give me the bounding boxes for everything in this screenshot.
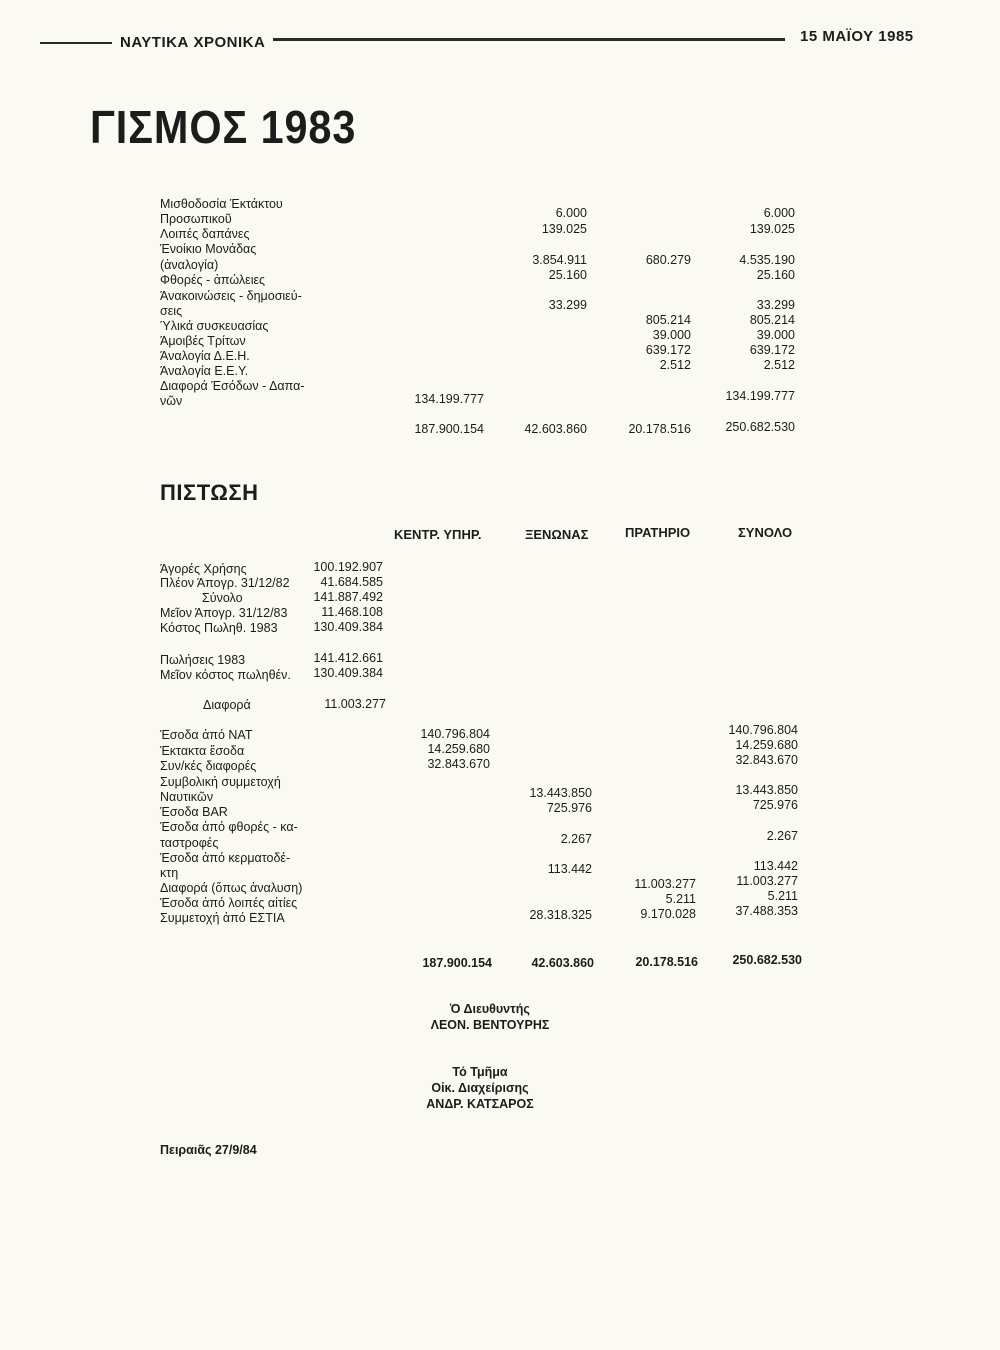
credit-syn-value: 37.488.353 [735, 904, 798, 918]
credit-label: Έσοδα BAR [160, 805, 228, 819]
credit-kentr-value: 14.259.680 [427, 742, 490, 756]
debit-prat-value: 805.214 [645, 313, 691, 327]
credit-label: Ναυτικῶν [160, 790, 214, 804]
credit-label: ταστροφές [160, 836, 219, 850]
credit-label: Διαφορά (ὅπως ἀναλυση) [160, 881, 303, 895]
debit-syn-value: 6.000 [763, 206, 795, 220]
credit-label: Έσοδα ἀπό φθορές - κα- [160, 820, 298, 834]
debit-syn-value: 139.025 [749, 222, 795, 236]
place-date: Πειραιᾶς 27/9/84 [160, 1143, 257, 1157]
credit-total-kentr: 187.900.154 [422, 956, 492, 970]
credit-kentr-value: 140.796.804 [420, 727, 490, 741]
credit-label: Συμβολική συμμετοχή [160, 775, 281, 789]
calc-value: 41.684.585 [320, 575, 383, 589]
calc-label: Διαφορά [203, 698, 251, 712]
debit-total-kentr: 187.900.154 [414, 422, 484, 436]
debit-label: Άμοιβές Τρίτων [160, 334, 246, 348]
page-title: ΓΙΣΜΟΣ 1983 [90, 101, 357, 153]
signature-director [390, 1001, 590, 1033]
credit-prat-value: 5.211 [665, 892, 696, 906]
debit-label: Προσωπικοῦ [160, 212, 232, 226]
debit-label: Ύλικά συσκευασίας [160, 319, 269, 333]
credit-label: Έσοδα ἀπό κερματοδέ- [160, 851, 291, 865]
calc-label: Σύνολο [202, 591, 243, 605]
calc-label: Πλέον Άπογρ. 31/12/82 [160, 576, 290, 590]
debit-xen-value: 33.299 [548, 298, 587, 312]
newspaper-name: ΝΑΥΤΙΚΑ ΧΡΟΝΙΚΑ [120, 34, 266, 51]
debit-syn-value: 805.214 [749, 313, 795, 327]
director-name: ΛΕΟΝ. ΒΕΝΤΟΥΡΗΣ [430, 1018, 550, 1032]
debit-prat-value: 680.279 [645, 253, 691, 267]
department-line-2: Οἰκ. Διαχείρισης [431, 1081, 529, 1095]
column-header-prat: ΠΡΑΤΗΡΙΟ [625, 525, 691, 540]
credit-xen-value: 2.267 [560, 832, 592, 846]
credit-syn-value: 11.003.277 [736, 874, 798, 888]
credit-syn-value: 14.259.680 [735, 738, 798, 752]
calc-value: 100.192.907 [313, 560, 383, 574]
credit-syn-value: 32.843.670 [735, 753, 798, 767]
debit-label: νῶν [160, 394, 183, 408]
debit-kentr-value: 134.199.777 [414, 392, 484, 406]
credit-syn-value: 725.976 [752, 798, 798, 812]
debit-syn-value: 134.199.777 [725, 389, 795, 403]
debit-prat-value: 639.172 [645, 343, 691, 357]
credit-label: Έσοδα ἀπό ΝΑΤ [160, 728, 253, 742]
credit-label: Έσοδα ἀπό λοιπές αἰτίες [160, 896, 298, 910]
calc-value: 130.409.384 [313, 666, 383, 680]
debit-prat-value: 39.000 [652, 328, 691, 342]
credit-section-title: ΠΙΣΤΩΣΗ [160, 480, 259, 505]
calc-value: 11.468.108 [321, 605, 383, 619]
credit-syn-value: 113.442 [753, 859, 798, 873]
debit-syn-value: 39.000 [756, 328, 795, 342]
debit-syn-value: 2.512 [763, 358, 795, 372]
credit-label: Συμμετοχή ἀπό ΕΣΤΙΑ [160, 911, 285, 925]
debit-prat-value: 2.512 [659, 358, 691, 372]
credit-label: Έκτακτα ἔσοδα [160, 744, 245, 758]
credit-xen-value: 725.976 [546, 801, 592, 815]
credit-prat-value: 11.003.277 [634, 877, 696, 891]
calc-value: 130.409.384 [313, 620, 383, 634]
issue-date: 15 ΜΑΪΟΥ 1985 [800, 28, 914, 45]
director-title: Ὁ Διευθυντής [450, 1002, 530, 1016]
debit-label: (ἀναλογία) [160, 258, 219, 272]
debit-total-syn: 250.682.530 [725, 420, 795, 434]
department-name: ΑΝΔΡ. ΚΑΤΣΑΡΟΣ [426, 1097, 534, 1111]
credit-label: κτη [160, 866, 179, 880]
calc-label: Πωλήσεις 1983 [160, 653, 246, 667]
calc-label: Κόστος Πωληθ. 1983 [160, 621, 278, 635]
credit-total-xen: 42.603.860 [531, 956, 594, 970]
debit-label: Άναλογία Ε.Ε.Υ. [160, 364, 249, 378]
debit-label: Άνακοινώσεις - δημοσιεύ- [160, 289, 302, 303]
credit-syn-value: 2.267 [766, 829, 798, 843]
header-rule-left [40, 42, 112, 44]
column-header-xen: ΞΕΝΩΝΑΣ [525, 527, 589, 542]
debit-syn-value: 4.535.190 [739, 253, 795, 267]
department-line-1: Τό Τμῆμα [452, 1065, 508, 1079]
calc-value: 141.412.661 [313, 651, 383, 665]
debit-xen-value: 3.854.911 [532, 253, 587, 267]
column-header-kentr: ΚΕΝΤΡ. ΥΠΗΡ. [394, 527, 482, 542]
debit-label: Άναλογία Δ.Ε.Η. [160, 349, 250, 363]
credit-kentr-value: 32.843.670 [427, 757, 490, 771]
credit-total-syn: 250.682.530 [732, 953, 802, 967]
debit-syn-value: 25.160 [756, 268, 795, 282]
header-rule-right [273, 38, 785, 41]
column-header-syn: ΣΥΝΟΛΟ [738, 525, 793, 540]
credit-xen-value: 13.443.850 [529, 786, 592, 800]
debit-syn-value: 639.172 [749, 343, 795, 357]
calc-value: 141.887.492 [313, 590, 383, 604]
debit-syn-value: 33.299 [756, 298, 795, 312]
debit-label: Λοιπές δαπάνες [160, 227, 250, 241]
debit-xen-value: 139.025 [541, 222, 587, 236]
credit-prat-value: 9.170.028 [640, 907, 696, 921]
credit-total-prat: 20.178.516 [635, 955, 698, 969]
debit-total-prat: 20.178.516 [628, 422, 691, 436]
debit-label: σεις [160, 304, 183, 318]
calc-label: Μεῖον κόστος πωληθέν. [160, 668, 291, 682]
calc-label: Άγορές Χρήσης [160, 562, 247, 576]
credit-xen-value: 113.442 [547, 862, 592, 876]
debit-label: Μισθοδοσία Έκτάκτου [160, 197, 283, 211]
debit-label: Φθορές - ἀπώλειες [160, 273, 266, 287]
calc-label: Μεῖον Άπογρ. 31/12/83 [160, 606, 288, 620]
credit-syn-value: 5.211 [767, 889, 798, 903]
debit-xen-value: 25.160 [548, 268, 587, 282]
credit-label: Συν/κές διαφορές [160, 759, 257, 773]
calc-value: 11.003.277 [324, 697, 386, 711]
debit-label: Διαφορά Έσόδων - Δαπα- [160, 379, 305, 393]
credit-xen-value: 28.318.325 [529, 908, 592, 922]
debit-label: Ένοίκιο Μονάδας [160, 242, 257, 256]
credit-syn-value: 140.796.804 [728, 723, 798, 737]
credit-syn-value: 13.443.850 [735, 783, 798, 797]
debit-total-xen: 42.603.860 [524, 422, 587, 436]
signature-department [380, 1064, 580, 1112]
debit-xen-value: 6.000 [555, 206, 587, 220]
